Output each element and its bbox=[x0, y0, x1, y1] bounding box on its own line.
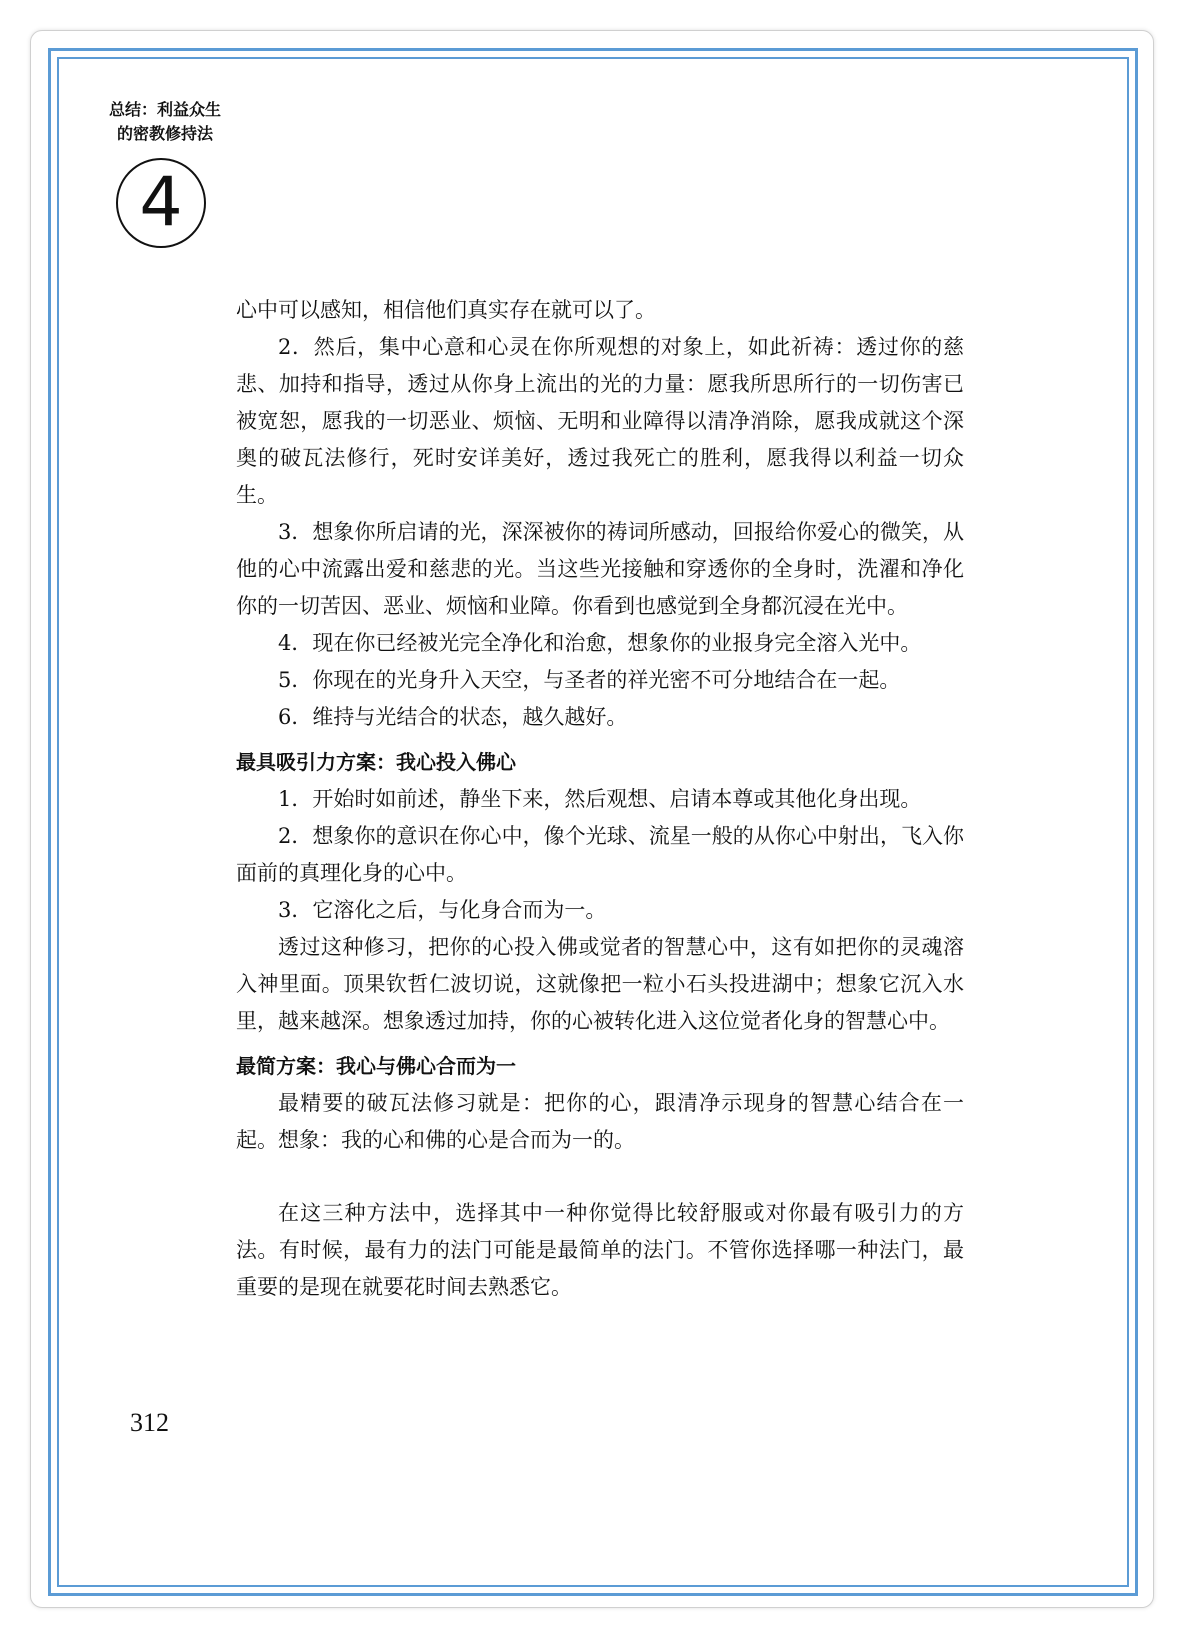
paragraph: 3．它溶化之后，与化身合而为一。 bbox=[278, 898, 607, 922]
paragraph-spacer bbox=[236, 1159, 964, 1195]
chapter-number-circle bbox=[116, 158, 206, 248]
paragraph: 透过这种修习，把你的心投入佛或觉者的智慧心中，这有如把你的灵魂溶入神里面。顶果钦哲仁波切说，这就像把一粒小石头投进湖中；想象它沉入水里，越来越深。想象透过加持，你的心被转化进入这位觉者化身的智慧心中。 bbox=[236, 935, 964, 1033]
paragraph: 1．开始时如前述，静坐下来，然后观想、启请本尊或其他化身出现。 bbox=[278, 787, 922, 811]
section-heading: 最简方案：我心与佛心合而为一 bbox=[236, 1054, 516, 1078]
paragraph: 心中可以感知，相信他们真实存在就可以了。 bbox=[236, 298, 656, 322]
page-body bbox=[236, 292, 964, 1306]
paragraph: 5．你现在的光身升入天空，与圣者的祥光密不可分地结合在一起。 bbox=[278, 668, 901, 692]
paragraph: 4．现在你已经被光完全净化和治愈，想象你的业报身完全溶入光中。 bbox=[278, 631, 922, 655]
paragraph: 2．然后，集中心意和心灵在你所观想的对象上，如此祈祷：透过你的慈悲、加持和指导，透过从你身上流出的光的力量：愿我所思所行的一切伤害已被宽恕，愿我的一切恶业、烦恼、无明和业障得以清净消除，愿我成就这个深奥的破瓦法修行，死时安详美好，透过我死亡的胜利，愿我得以利益一切众生。 bbox=[236, 335, 964, 507]
chapter-number: 4 bbox=[139, 163, 183, 242]
paragraph: 最精要的破瓦法修习就是：把你的心，跟清净示现身的智慧心结合在一起。想象：我的心和佛的心是合而为一的。 bbox=[236, 1091, 964, 1152]
paragraph: 在这三种方法中，选择其中一种你觉得比较舒服或对你最有吸引力的方法。有时候，最有力的法门可能是最简单的法门。不管你选择哪一种法门，最重要的是现在就要花时间去熟悉它。 bbox=[236, 1201, 964, 1299]
chapter-header-line1: 总结：利益众生 bbox=[108, 100, 221, 119]
paragraph: 3．想象你所启请的光，深深被你的祷词所感动，回报给你爱心的微笑，从他的心中流露出爱和慈悲的光。当这些光接触和穿透你的全身时，洗濯和净化你的一切苦因、恶业、烦恼和业障。你看到也感觉到全身都沉浸在光中。 bbox=[236, 520, 964, 618]
chapter-header-line2: 的密教修持法 bbox=[116, 124, 213, 143]
paragraph: 6．维持与光结合的状态，越久越好。 bbox=[278, 705, 628, 729]
paragraph: 2．想象你的意识在你心中，像个光球、流星一般的从你心中射出，飞入你面前的真理化身的心中。 bbox=[236, 824, 964, 885]
page-number: 312 bbox=[130, 1408, 169, 1437]
section-heading: 最具吸引力方案：我心投入佛心 bbox=[236, 750, 516, 774]
chapter-header bbox=[100, 98, 230, 146]
